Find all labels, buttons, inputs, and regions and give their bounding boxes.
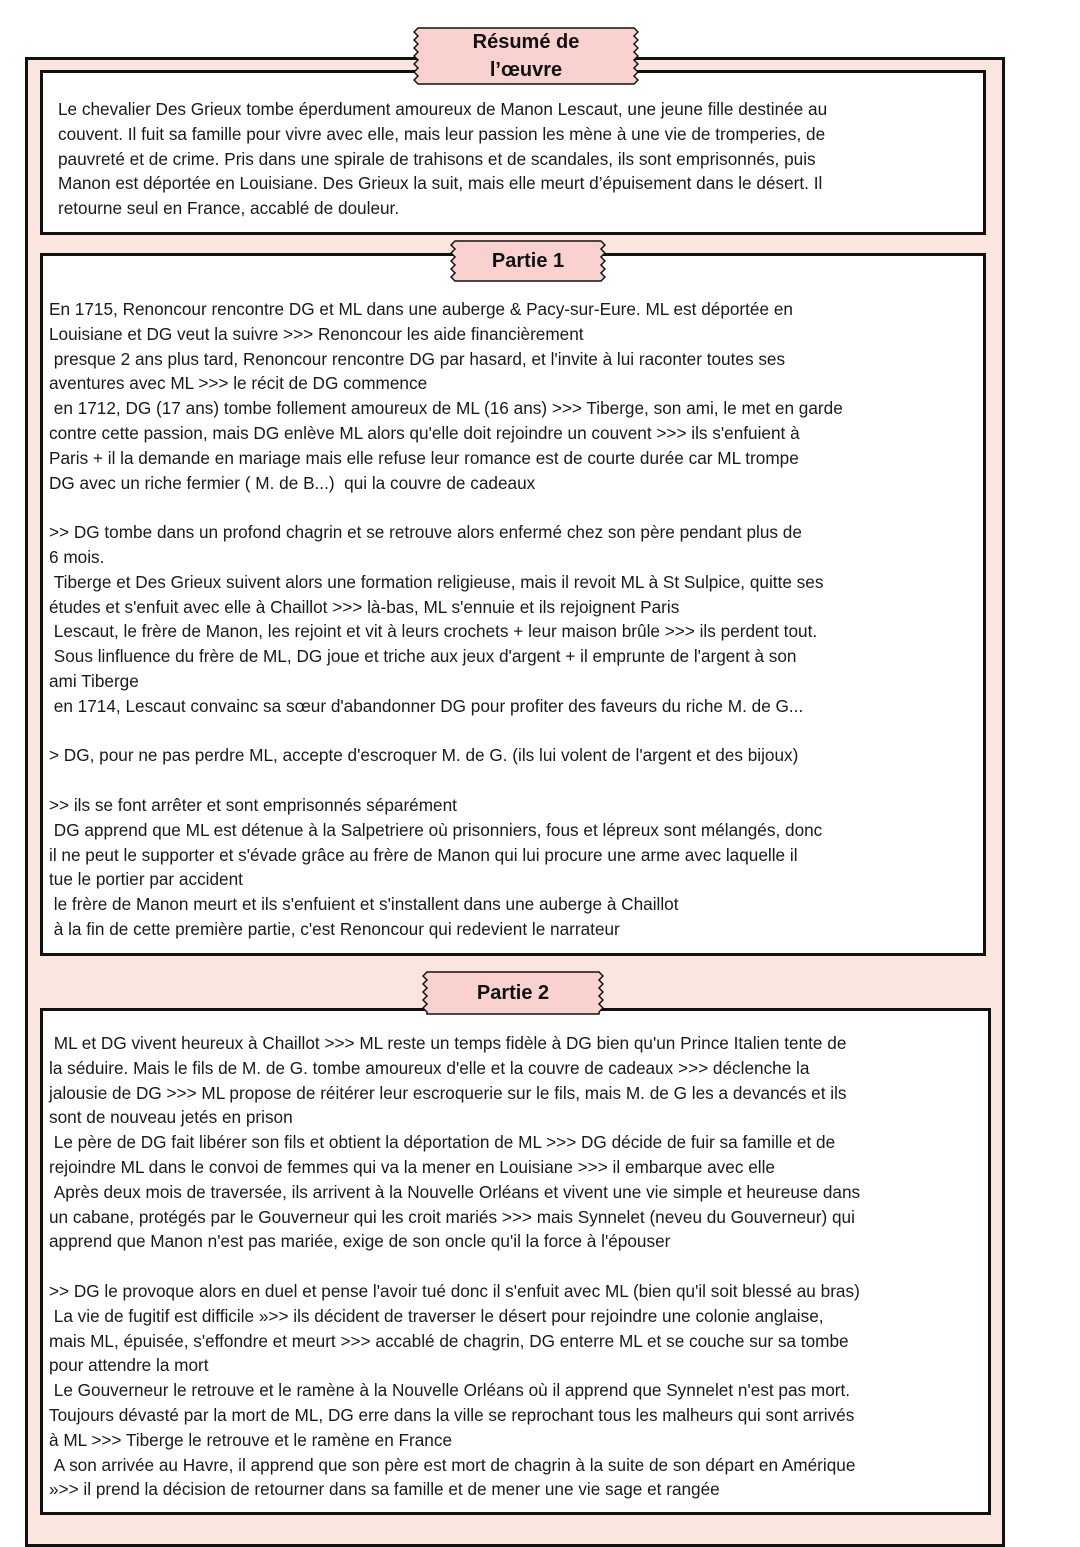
part1-title-tag xyxy=(450,240,606,282)
summary-text: Le chevalier Des Grieux tombe éperdument amoureux de Manon Lescaut, une jeune fille destinée au couvent. Il fuit sa famille pour vivre avec elle, mais leur passion les mène à une vie de tromperies, de pauvreté et de crime. Pris dans une spirale de trahisons et de scandales, ils sont emprisonnés, puis Manon est déportée en Louisiane. Des Grieux la suit, mais elle meurt d’épuisement dans le désert. Il retourne seul en France, accablé de douleur. xyxy=(58,99,828,219)
summary-box xyxy=(40,70,986,235)
part2-text: ML et DG vivent heureux à Chaillot >>> ML reste un temps fidèle à DG bien qu'un Prince Italien tente de la séduire. Mais le fils de M. de G. tombe amoureux d'elle et la couvre de cadeaux >>> déclenche la jalousie de DG >>> ML propose de réitérer leur escroquerie sur le fils, mais M. de G les a devancés et ils sont de nouveau jetés en prison Le père de DG fait libérer son fils et obtient la déportation de ML >>> DG décide de fuir sa famille et de rejoindre ML dans le convoi de femmes qui va la mener en Louisiane >>> il embarque avec elle Après deux mois de traversée, ils arrivent à la Nouvelle Orléans et vivent une vie simple et heureuse dans un cabane, protégés par le Gouverneur qui les croit mariés >>> mais Synnelet (neveu du Gouverneur) qui apprend que Manon n'est pas mariée, exige de son oncle qu'il la force à l'épouser >> DG le provoque alors en duel et pense l'avoir tué donc il s'enfuit avec ML (bien qu'il soit blessé au bras) La vie de fugitif est difficile »>> ils décident de traverser le désert pour rejoindre une colonie anglaise, mais ML, épuisée, s'effondre et meurt >>> accablé de chagrin, DG enterre ML et se couche sur sa tombe pour attendre la mort Le Gouverneur le retrouve et le ramène à la Nouvelle Orléans où il apprend que Synnelet n'est pas mort. Toujours dévasté par la mort de ML, DG erre dans la ville se reprochant tous les malheurs qui sont arrivés à ML >>> Tiberge le retrouve et le ramène en France A son arrivée au Havre, il apprend que son père est mort de chagrin à la suite de son départ en Amérique »>> il prend la décision de retourner dans sa famille et de mener une vie sage et rangée xyxy=(49,1033,861,1500)
part1-box xyxy=(40,253,986,956)
part1-title: Partie 1 xyxy=(491,250,565,272)
summary-title: Résumé de l’œuvre xyxy=(472,31,580,81)
part2-box xyxy=(40,1008,991,1515)
part2-title-tag xyxy=(422,971,604,1015)
part2-title: Partie 2 xyxy=(476,982,550,1004)
summary-title-tag xyxy=(413,27,639,85)
part1-text: En 1715, Renoncour rencontre DG et ML dans une auberge & Pacy-sur-Eure. ML est déportée en Louisiane et DG veut la suivre >>> Renoncour les aide financièrement presque 2 ans plus tard, Renoncour rencontre DG par hasard, et l'invite à lui raconter toutes ses aventures avec ML >>> le récit de DG commence en 1712, DG (17 ans) tombe follement amoureux de ML (16 ans) >>> Tiberge, son ami, le met en garde contre cette passion, mais DG enlève ML alors qu'elle doit rejoindre un couvent >>> ils s'enfuient à Paris + il la demande en mariage mais elle refuse leur romance est de courte durée car ML trompe DG avec un riche fermier ( M. de B...) qui la couvre de cadeaux >> DG tombe dans un profond chagrin et se retrouve alors enfermé chez son père pendant plus de 6 mois. Tiberge et Des Grieux suivent alors une formation religieuse, mais il revoit ML à St Sulpice, quitte ses études et s'enfuit avec elle à Chaillot >>> là-bas, ML s'ennuie et ils rejoignent Paris Lescaut, le frère de Manon, les rejoint et vit à leurs crochets + leur maison brûle >>> ils perdent tout. Sous linfluence du frère de ML, DG joue et triche aux jeux d'argent + il emprunte de l'argent à son ami Tiberge en 1714, Lescaut convainc sa sœur d'abandonner DG pour profiter des faveurs du riche M. de G... > DG, pour ne pas perdre ML, accepte d'escroquer M. de G. (ils lui volent de l'argent et des bijoux) >> ils se font arrêter et sont emprisonnés séparément DG apprend que ML est détenue à la Salpetriere où prisonniers, fous et lépreux sont mélangés, donc il ne peut le supporter et s'évade grâce au frère de Manon qui lui procure une arme avec laquelle il tue le portier par accident le frère de Manon meurt et ils s'enfuient et s'installent dans une auberge à Chaillot à la fin de cette première partie, c'est Renoncour qui redevient le narrateur xyxy=(49,299,843,939)
